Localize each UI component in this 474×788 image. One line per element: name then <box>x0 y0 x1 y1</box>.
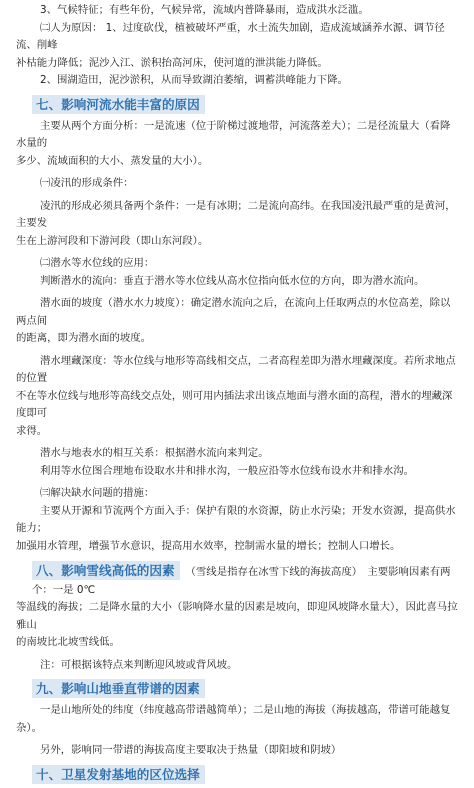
paragraph: 2、围湖造田，泥沙淤积，从而导致湖泊萎缩，调蓄洪峰能力下降。 <box>40 74 348 86</box>
paragraph: 潜水埋藏深度：等水位线与地形等高线相交点，二者高程差即为潜水埋藏深度。若所求地点的位置 <box>16 354 456 384</box>
paragraph: 求得。 <box>16 424 48 437</box>
subheading: ㈢解决缺水问题的措施： <box>40 487 155 499</box>
paragraph: 加强用水管理，增强节水意识，提高用水效率，控制需水量的增长；控制人口增长。 <box>16 539 401 552</box>
paragraph: ㈡人为原因： 1、过度砍伐，植被破坏严重，水土流失加剧，造成流域涵养水源、调节径流、削峰 <box>16 21 445 51</box>
paragraph: 补枯能力降低；泥沙入江、淤积抬高河床，使河道的泄洪能力降低。 <box>16 56 328 69</box>
paragraph: 多少、流域面积的大小、蒸发量的大小）。 <box>16 154 209 167</box>
subheading: ㈡潜水等水位线的应用： <box>40 257 155 269</box>
section-heading-9: 九、影响山地垂直带谱的因素 <box>32 679 205 698</box>
paragraph: 主要从两个方面分析：一是流速（位于阶梯过渡地带，河流落差大）；二是径流量大（看降水量的 <box>16 119 451 149</box>
paragraph: 另外，影响同一带谱的海拔高度主要取决于热量（即阳坡和阴坡） <box>40 744 342 756</box>
subheading: ㈠凌汛的形成条件： <box>40 177 134 189</box>
note: 注：可根据该特点来判断迎风坡或背风坡。 <box>40 658 238 671</box>
paragraph: 潜水与地表水的相互关系：根据潜水流向来判定。 <box>40 447 269 459</box>
section-heading-10: 十、卫星发射基地的区位选择 <box>32 765 205 784</box>
paragraph: 等温线的海拔；二是降水量的大小（影响降水量的因素是坡向，即迎风坡降水量大），因此喜马拉雅山 <box>16 601 458 631</box>
paragraph: 利用等水位图合理地布设取水井和排水沟，一般应沿等水位线布设水井和排水沟。 <box>40 464 415 477</box>
paragraph: 3、气候特征；有些年份，气候异常，流域内普降暴雨，造成洪水泛滥。 <box>40 4 369 16</box>
section-heading-7: 七、影响河流水能丰富的原因 <box>32 95 205 114</box>
paragraph: 判断潜水的流向：垂直于潜水等水位线从高水位指向低水位的方向，即为潜水流向。 <box>40 274 425 287</box>
paragraph: 生在上游河段和下游河段（即山东河段）。 <box>16 234 209 247</box>
paragraph: 主要从开源和节流两个方面入手：保护有限的水资源，防止水污染；开发水资源，提高供水能力； <box>16 504 456 534</box>
paragraph: 的距离，即为潜水面的坡度。 <box>16 332 152 344</box>
section-8-row <box>16 561 460 599</box>
paragraph: （雪线是指存在冰雪下线的海拔高度） 主要影响因素有两个：一是 0℃ <box>32 566 451 596</box>
paragraph: 凌汛的形成必须具备两个条件：一是有冰期；二是流向高纬。在我国凌汛最严重的是黄河，主要发 <box>16 199 456 229</box>
paragraph: 的南坡比北坡雪线低。 <box>16 636 120 648</box>
paragraph: 一是山地所处的纬度（纬度越高带谱越简单）；二是山地的海拔（海拔越高，带谱可能越复杂）。 <box>16 704 451 734</box>
paragraph: 不在等水位线与地形等高线交点处，则可用内插法求出该点地面与潜水面的高程，潜水的埋藏深度即可 <box>16 389 453 419</box>
paragraph: 潜水面的坡度（潜水水力坡度）：确定潜水流向之后，在流向上任取两点的水位高差，除以两点间 <box>16 297 451 327</box>
section-heading-8: 八、影响雪线高低的因素 <box>32 561 180 580</box>
